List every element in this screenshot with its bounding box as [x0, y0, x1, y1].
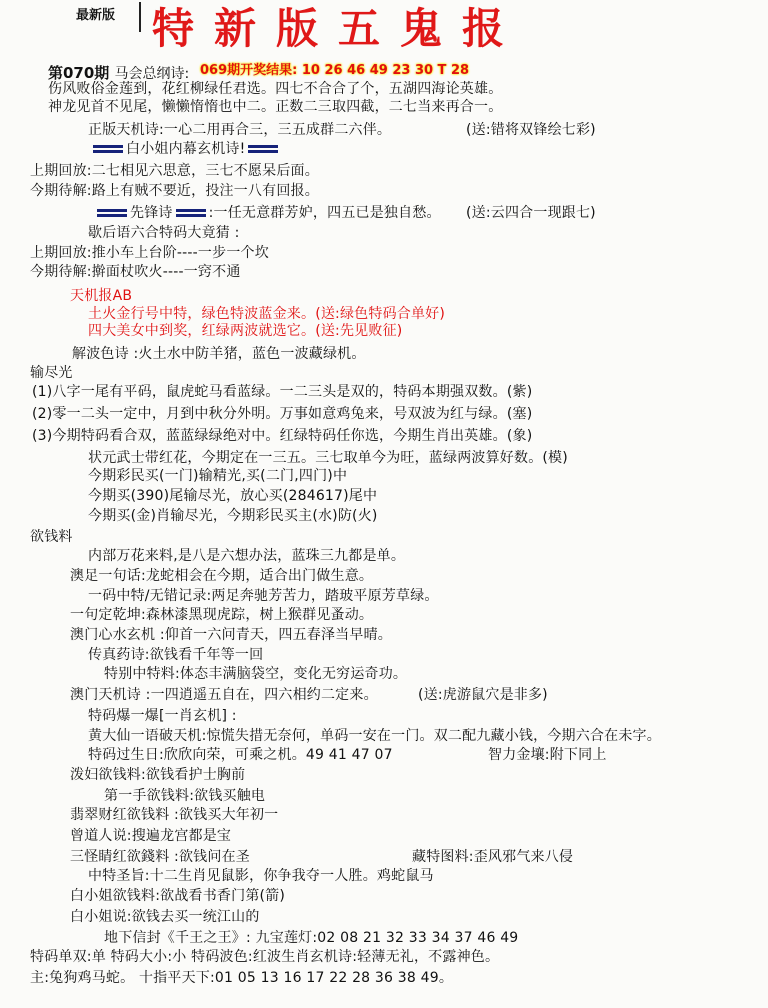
text-line: (送:云四合一现跟七)	[466, 205, 596, 221]
text-line: 今期买(390)尾输尽光，放心买(284617)尾中	[88, 488, 378, 504]
text-line: 澳门天机诗 :一四逍遥五自在，四六相约二定来。	[70, 687, 378, 703]
text-line: 特码过生日:欣欣向荣，可乘之机。49 41 47 07	[88, 747, 393, 763]
text-line: 澳足一句话:龙蛇相会在今期，适合出门做生意。	[70, 568, 374, 584]
draw-result: 069期开奖结果: 10 26 46 49 23 30 T 28	[200, 63, 470, 78]
text-line: 今期买(金)肖输尽光，今期彩民买主(水)防(火)	[88, 508, 378, 524]
text-line: (送:错将双锋绘七彩)	[466, 122, 596, 138]
text-line: 四大美女中到奖，红绿两波就选它。(送:先见败征)	[88, 323, 403, 339]
text-line: 曾道人说:搜遍龙宫都是宝	[70, 828, 232, 844]
double-bar-icon	[91, 143, 125, 155]
text-line: (送:虎游鼠穴是非多)	[418, 687, 548, 703]
line-text: :一任无意群芳妒，四五已是独自愁。	[208, 205, 441, 221]
text-line: (2)零一二头一定中，月到中秋分外明。万事如意鸡兔来，号双波为红与绿。(塞)	[32, 406, 533, 422]
text-line: 一句定乾坤:森林漆黑现虎踪，树上猴群见蚤动。	[70, 607, 374, 623]
text-line: (3)今期特码看合双，蓝蓝绿绿绝对中。红绿特码任你选，今期生肖出英雄。(象)	[32, 428, 533, 444]
text-line: 正版天机诗:一心二用再合三，三五成群二六伴。	[88, 122, 392, 138]
text-line: 第一手欲钱料:欲钱买触电	[104, 788, 266, 804]
text-line: 上期回放:推小车上台阶----一步一个坎	[30, 245, 269, 261]
text-line: 输尽光	[30, 365, 73, 381]
page-title: 特新版五鬼报	[152, 4, 525, 53]
text-line: 今期待解:擀面杖吹火----一窍不通	[30, 264, 241, 280]
text-line: 天机报AB	[70, 288, 133, 304]
text-line: 泼妇欲钱料:欲钱看护士胸前	[70, 767, 246, 783]
text-line: 中特圣旨:十二生肖见鼠影，你争我夺一人胜。鸡蛇鼠马	[88, 868, 434, 884]
text-line: 白小姐欲钱料:欲战看书香门第(箭)	[70, 888, 286, 904]
text-line: 解波色诗 :火土水中防羊猪，蓝色一波藏绿机。	[72, 346, 366, 362]
line-text: 白小姐内幕玄机诗!	[126, 141, 246, 157]
text-line: 黄大仙一语破天机:惊慌失措无奈何，单码一安在一门。双二配九藏小钱，今期六合在未字。	[88, 728, 661, 744]
text-line: 翡翠财红欲钱料 :欲钱买大年初一	[70, 807, 279, 823]
text-line: 土火金行号中特，绿色特波蓝金来。(送:绿色特码合单好)	[88, 306, 446, 322]
text-line	[90, 140, 281, 158]
text-line	[94, 204, 441, 222]
text-line: 特码爆一爆[一肖玄机] :	[88, 708, 237, 724]
text-line: 地下信封《千王之王》: 九宝莲灯:02 08 21 32 33 34 37 46 49	[104, 930, 519, 946]
text-line: 主:兔狗鸡马蛇。 十指平天下:01 05 13 16 17 22 28 36 38 49。	[30, 970, 454, 986]
issue-subtitle: 马会总纲诗:	[114, 66, 190, 82]
text-line: 传真药诗:欲钱看千年等一回	[88, 647, 264, 663]
text-line: 状元武士带红花，今期定在一三五。三七取单今为旺，蓝绿两波算好数。(模)	[88, 450, 568, 466]
double-bar-icon	[246, 143, 280, 155]
text-line: 内部万花来料,是八是六想办法，蓝珠三九都是单。	[88, 548, 406, 564]
text-line: 智力金壤:附下同上	[488, 747, 607, 763]
double-bar-icon	[174, 207, 208, 219]
text-line: 白小姐说:欲钱去买一统江山的	[70, 909, 260, 925]
text-line: 神龙见首不见尾，懒懒惰惰也中二。正数二三取四截，二七当来再合一。	[48, 99, 503, 115]
text-line: 歇后语六合特码大竟猜 :	[88, 225, 240, 241]
line-text: 先锋诗	[130, 205, 173, 221]
text-line: 今期待解:路上有贼不要近，投注一八有回报。	[30, 183, 319, 199]
text-line: 澳门心水玄机 :仰首一六问青天，四五春泽当早晴。	[70, 627, 392, 643]
text-line: 一码中特/无错记录:两足奔驰芳苦力，踏玻平原芳草绿。	[88, 588, 439, 604]
text-line: 上期回放:二七相见六思意，三七不愿呆后面。	[30, 163, 319, 179]
text-line: 藏特图料:歪风邪气来八侵	[412, 849, 574, 865]
issue-number: 第070期	[48, 64, 110, 82]
text-line: 特别中特料:体态丰满脑袋空，变化无穷运奇功。	[104, 666, 408, 682]
text-line: 伤风败俗金莲到，花红柳绿任君选。四七不合合了个，五湖四海论英雄。	[48, 81, 503, 97]
text-line: 今期彩民买(一门)输精光,买(二门,四门)中	[88, 468, 348, 484]
text-line: (1)八字一尾有平码，鼠虎蛇马看蓝绿。一二三头是双的，特码本期强双数。(紫)	[32, 384, 533, 400]
edition-label: 最新版	[76, 8, 116, 23]
text-line: 欲钱料	[30, 529, 73, 545]
title-divider	[139, 2, 141, 32]
double-bar-icon	[95, 207, 129, 219]
text-line: 特码单双:单 特码大小:小 特码波色:红波生肖玄机诗:轻薄无礼，不露神色。	[30, 949, 500, 965]
text-line: 三怪睛红欲錢料 :欲钱问在圣	[70, 849, 250, 865]
